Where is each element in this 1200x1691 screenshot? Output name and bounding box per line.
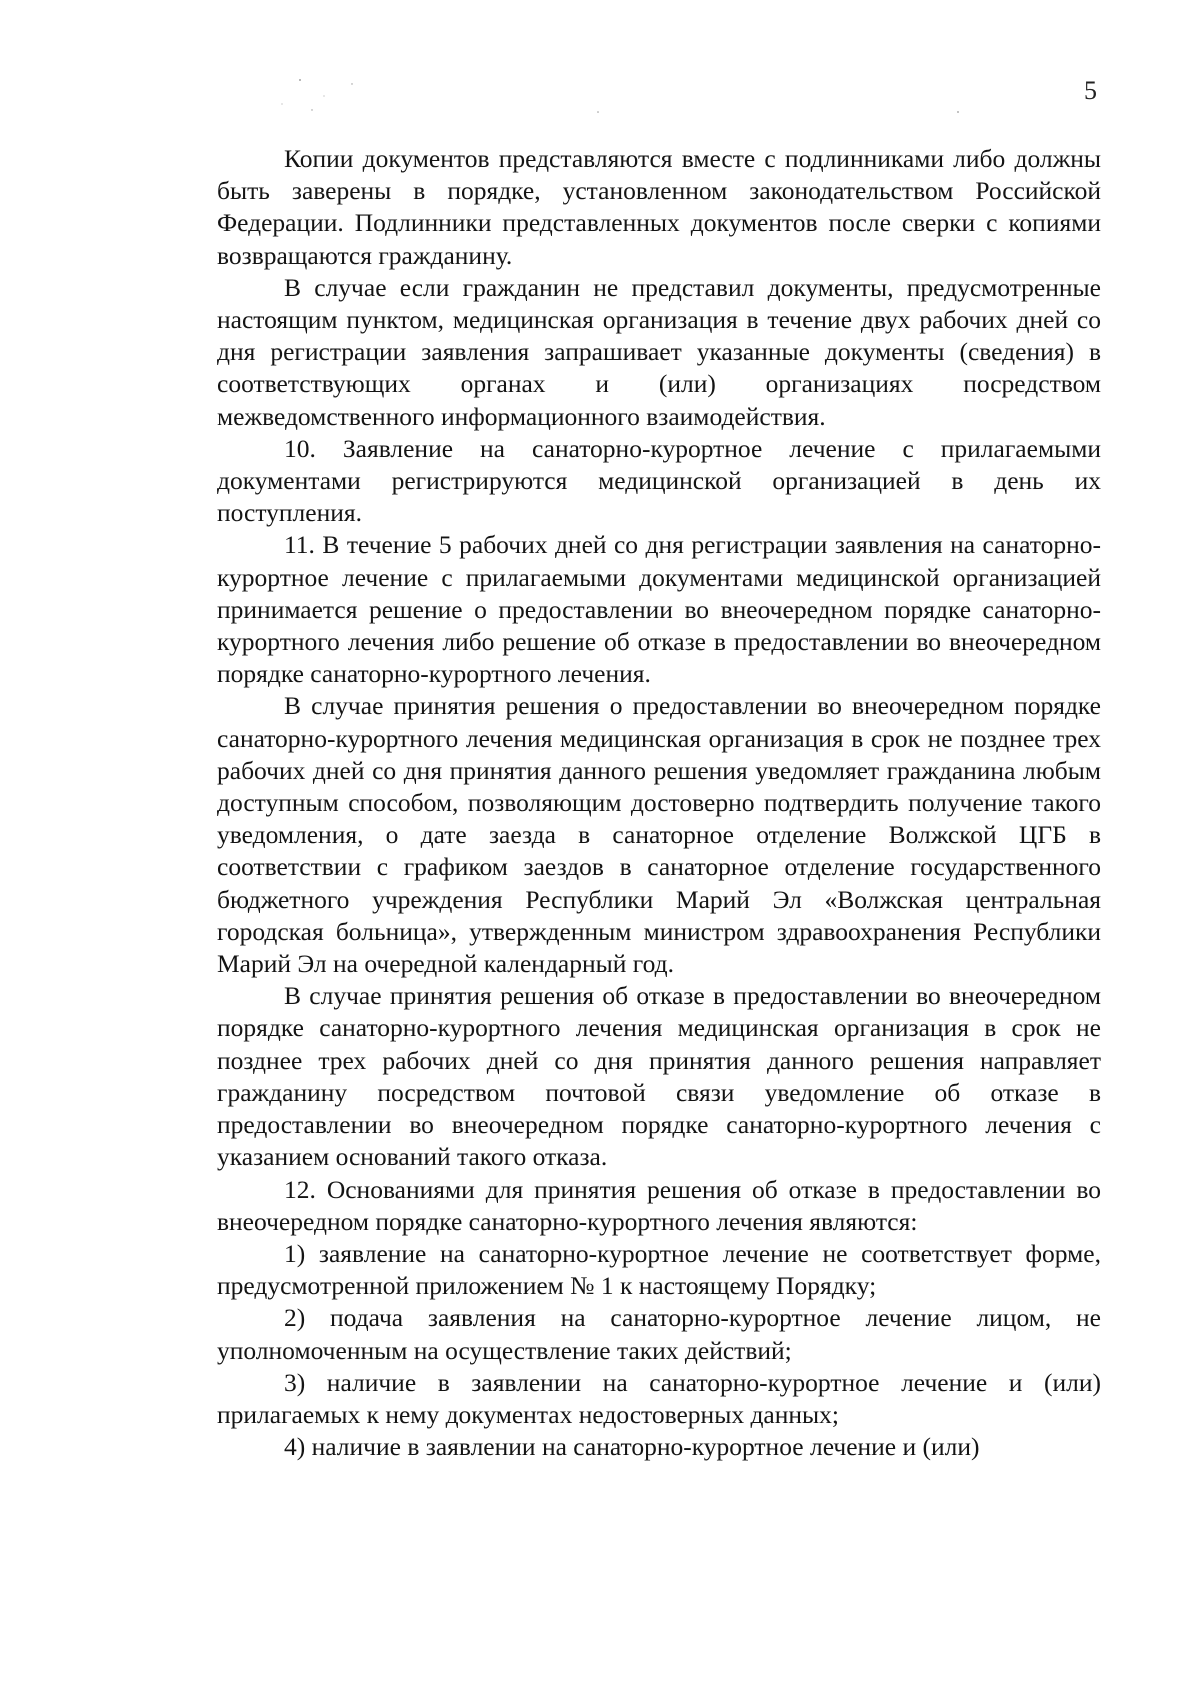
paragraph-item-11: 11. В течение 5 рабочих дней со дня регистрации заявления на санаторно-курортное лечение с прилагаемыми документами медицинской организацией принимается решение о предоставлении во внеочередном порядке санаторно-курортного лечения либо решение об отказе в предоставлении во внеочередном порядке санаторно-курортного лечения. — [217, 530, 1101, 689]
paragraph-decision-refused: В случае принятия решения об отказе в предоставлении во внеочередном порядке санаторно-курортного лечения медицинская организация в срок не позднее трех рабочих дней со дня принятия данного решения направляет гражданину посредством почтовой связи уведомление об отказе в предоставлении во внеочередном порядке санаторно-курортного лечения с указанием оснований такого отказа. — [217, 981, 1101, 1172]
paragraph-item-12: 12. Основаниями для принятия решения об отказе в предоставлении во внеочередном порядке санаторно-курортного лечения являются: — [217, 1174, 1101, 1236]
list-item-1: 1) заявление на санаторно-курортное лечение не соответствует форме, предусмотренной приложением № 1 к настоящему Порядку; — [217, 1238, 1101, 1301]
list-item-2: 2) подача заявления на санаторно-курортное лечение лицом, не уполномоченным на осуществление таких действий; — [217, 1303, 1101, 1365]
paragraph-decision-granted: В случае принятия решения о предоставлении во внеочередном порядке санаторно-курортного лечения медицинская организация в срок не позднее трех рабочих дней со дня принятия данного решения уведомляет гражданина любым доступным способом, позволяющим достоверно подтвердить получение такого уведомления, о дате заезда в санаторное отделение Волжской ЦГБ в соответствии с графиком заездов в санаторное отделение государственного бюджетного учреждения Республики Марий Эл «Волжская центральная городская больница», утвержденным министром здравоохранения Республики Марий Эл на очередной календарный год. — [217, 691, 1101, 979]
paragraph-item-10: 10. Заявление на санаторно-курортное лечение с прилагаемыми документами регистрируются медицинской организацией в день их поступления. — [217, 433, 1101, 528]
paragraph-missing-documents: В случае если гражданин не представил документы, предусмотренные настоящим пунктом, медицинская организация в течение двух рабочих дней со дня регистрации заявления запрашивает указанные документы (сведения) в соответствующих органах и (или) организациях посредством межведомственного информационного взаимодействия. — [217, 272, 1101, 431]
paragraph-copies: Копии документов представляются вместе с подлинниками либо должны быть заверены в порядке, установленном законодательством Российской Федерации. Подлинники представленных документов после сверки с копиями возвращаются гражданину. — [217, 144, 1101, 270]
list-item-3: 3) наличие в заявлении на санаторно-курортное лечение и (или) прилагаемых к нему документах недостоверных данных; — [217, 1367, 1101, 1429]
list-item-4: 4) наличие в заявлении на санаторно-курортное лечение и (или) — [284, 1432, 980, 1462]
page-number: 5 — [1084, 76, 1097, 105]
document-body — [217, 143, 1101, 1463]
